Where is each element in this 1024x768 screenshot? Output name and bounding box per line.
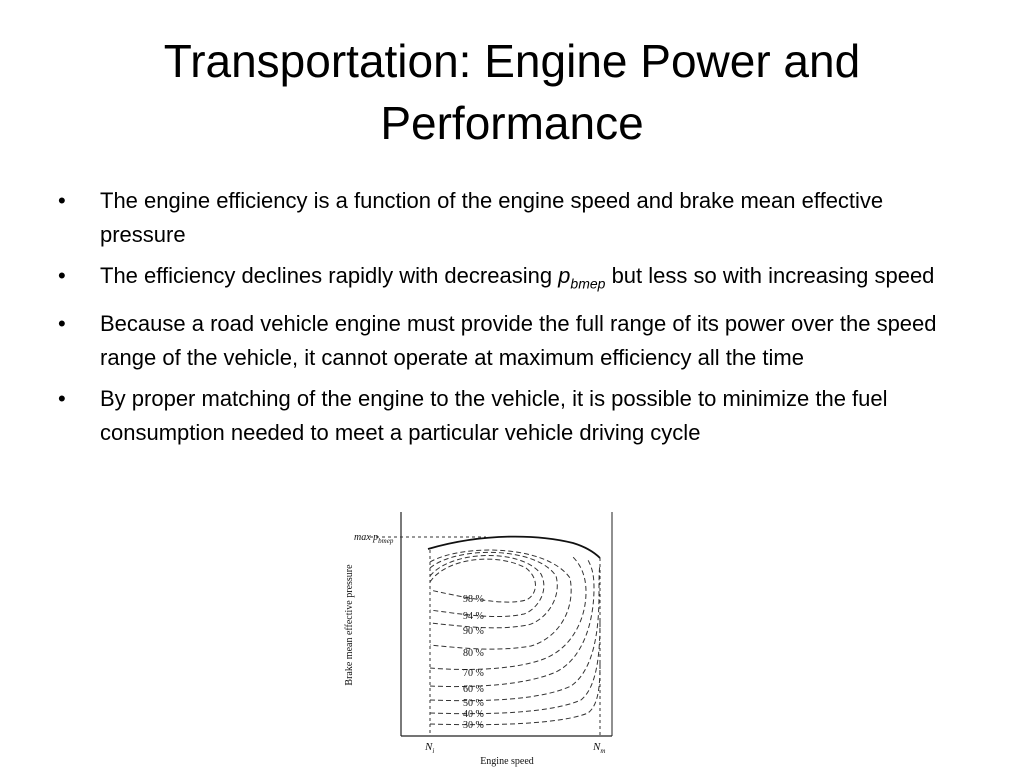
bullet-text-4: By proper matching of the engine to the vehicle, it is possible to minimize the fuel consumption needed to meet a particular vehicle driving cycle — [100, 386, 888, 446]
contour-label-90: 90 % — [463, 626, 484, 637]
bullet-text-2-after: but less so with increasing speed — [605, 263, 935, 288]
ni-subscript: i — [432, 747, 435, 755]
ni-label — [424, 741, 434, 755]
efficiency-map-figure — [336, 510, 626, 768]
bullet-item-4 — [58, 382, 968, 450]
bullet-dot-icon: • — [58, 386, 66, 412]
bullet-item-2 — [58, 259, 968, 300]
contour-94 — [430, 555, 544, 616]
ni-text: N — [425, 741, 433, 753]
slide-title — [40, 30, 984, 154]
bullet-text-1: The engine efficiency is a function of the engine speed and brake mean effective pressure — [100, 188, 884, 247]
contour-label-60: 60 % — [463, 684, 484, 695]
contour-label-98: 98 % — [463, 594, 484, 605]
nm-text: N — [593, 741, 601, 753]
contour-label-94: 94 % — [463, 611, 484, 622]
bullet-list — [58, 184, 968, 457]
bullet-text-2-before: The efficiency declines rapidly with decreasing — [100, 263, 559, 288]
max-pbmep-subscript: bmep — [378, 537, 394, 545]
max-pbmep-text: max p — [354, 532, 379, 543]
contour-80 — [430, 550, 571, 649]
contour-label-30: 30 % — [463, 720, 484, 731]
title-line-1: Transportation: Engine Power and — [163, 35, 861, 87]
pbmep-variable: p — [558, 263, 571, 288]
max-pbmep-label — [354, 532, 394, 545]
bullet-dot-icon: • — [58, 263, 66, 288]
bullet-text-3: Because a road vehicle engine must provide the full range of its power over the speed range of the vehicle, it cannot operate at maximum efficiency all the time — [100, 311, 937, 371]
contour-label-40: 40 % — [463, 709, 484, 720]
bullet-dot-icon: • — [58, 311, 66, 337]
contour-60 — [430, 560, 594, 687]
contour-label-70: 70 % — [463, 668, 484, 679]
x-axis-label: Engine speed — [480, 756, 534, 767]
contour-label-80: 80 % — [463, 648, 484, 659]
efficiency-map-svg — [336, 510, 626, 768]
bullet-item-3 — [58, 307, 968, 375]
bullet-item-1 — [58, 184, 968, 252]
y-axis-label: Brake mean effective pressure — [344, 564, 355, 686]
contour-label-50: 50 % — [463, 698, 484, 709]
title-line-2: Performance — [380, 97, 644, 149]
bullet-dot-icon: • — [58, 188, 66, 213]
nm-subscript: m — [600, 747, 606, 755]
pbmep-subscript: bmep — [570, 275, 606, 292]
nm-label — [592, 741, 605, 755]
max-bmep-curve — [428, 537, 600, 558]
